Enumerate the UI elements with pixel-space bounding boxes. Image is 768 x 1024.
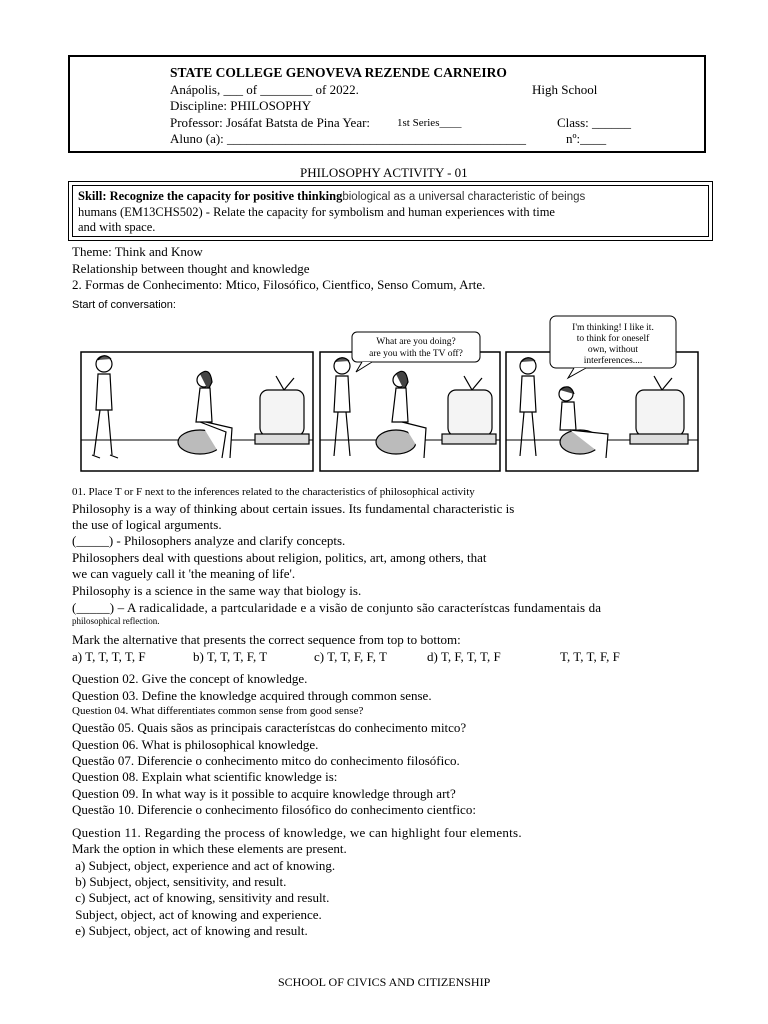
q01-statement-1b: the use of logical arguments. bbox=[72, 517, 222, 532]
q01-statement-5b: philosophical reflection. bbox=[72, 616, 160, 626]
discipline: Discipline: PHILOSOPHY bbox=[170, 98, 312, 113]
q01-statement-5a[interactable]: (_____) – A radicalidade, a partcularidade e a visão de conjunto são característcas fundamentais da bbox=[72, 600, 602, 615]
footer: SCHOOL OF CIVICS AND CITIZENSHIP bbox=[278, 975, 491, 989]
question-11-option-e[interactable]: e) Subject, object, act of knowing and result. bbox=[72, 923, 308, 938]
theme: Theme: Think and Know bbox=[72, 244, 203, 259]
skill-line-1-rest: biological as a universal characteristic of beings bbox=[342, 191, 586, 203]
q01-statement-4: Philosophy is a science in the same way that biology is. bbox=[72, 583, 362, 598]
bubble-1-line-2: are you with the TV off? bbox=[369, 349, 463, 359]
question-11-option-c[interactable]: c) Subject, act of knowing, sensitivity and result. bbox=[72, 890, 330, 905]
q01-option-b[interactable]: b) T, T, T, F, T bbox=[193, 649, 268, 664]
question-08: Question 08. Explain what scientific knowledge is: bbox=[72, 769, 338, 784]
comic-strip bbox=[80, 323, 700, 472]
student-field: Aluno (a): ______________________________________________ bbox=[170, 131, 527, 146]
question-11-option-b[interactable]: b) Subject, object, sensitivity, and result. bbox=[72, 874, 287, 889]
q01-statement-3a: Philosophers deal with questions about religion, politics, art, among others, that bbox=[72, 550, 487, 565]
bubble-2-line-3: own, without bbox=[587, 345, 639, 355]
question-03: Question 03. Define the knowledge acquired through common sense. bbox=[72, 688, 432, 703]
q01-mark-instruction: Mark the alternative that presents the correct sequence from top to bottom: bbox=[72, 632, 461, 647]
forms-of-knowledge: 2. Formas de Conhecimento: Mtico, Filosófico, Cientfico, Senso Comum, Arte. bbox=[72, 277, 486, 292]
bubble-2-line-2: to think for oneself bbox=[576, 334, 650, 344]
series-field: 1st Series____ bbox=[397, 117, 462, 129]
question-09: Question 09. In what way is it possible to acquire knowledge through art? bbox=[72, 786, 456, 801]
school-level: High School bbox=[532, 82, 598, 97]
city-date: Anápolis, ___ of ________ of 2022. bbox=[170, 82, 359, 97]
question-05: Questão 05. Quais sãos as principais característcas do conhecimento mitco? bbox=[72, 720, 467, 735]
skill-line-3: and with space. bbox=[78, 220, 156, 234]
q01-statement-3b: we can vaguely call it 'the meaning of life'. bbox=[72, 566, 296, 581]
q01-option-a[interactable]: a) T, T, T, T, F bbox=[72, 649, 146, 664]
relationship: Relationship between thought and knowledge bbox=[72, 261, 310, 276]
q01-option-e[interactable]: T, T, T, F, F bbox=[560, 649, 620, 664]
activity-title: PHILOSOPHY ACTIVITY - 01 bbox=[300, 165, 468, 180]
question-02: Question 02. Give the concept of knowledge. bbox=[72, 671, 308, 686]
q01-option-d[interactable]: d) T, F, T, T, F bbox=[427, 649, 501, 664]
q01-statement-2[interactable]: (_____) - Philosophers analyze and clarify concepts. bbox=[72, 533, 346, 548]
bubble-1-line-1: What are you doing? bbox=[376, 337, 456, 347]
skill-line-2: humans (EM13CHS502) - Relate the capacity for symbolism and human experiences with time bbox=[78, 205, 555, 219]
number-field: nº:____ bbox=[566, 131, 607, 146]
skill-bold: Skill: Recognize the capacity for positive thinking bbox=[78, 189, 343, 203]
question-11-line-1: Question 11. Regarding the process of knowledge, we can highlight four elements. bbox=[72, 825, 522, 840]
question-11-option-a[interactable]: a) Subject, object, experience and act of knowing. bbox=[72, 858, 336, 873]
question-04: Question 04. What differentiates common sense from good sense? bbox=[72, 705, 364, 717]
question-11-line-2: Mark the option in which these elements are present. bbox=[72, 841, 347, 856]
professor-line: Professor: Josáfat Batsta de Pina Year: bbox=[170, 115, 371, 130]
class-field: Class: ______ bbox=[557, 115, 632, 130]
q01-option-c[interactable]: c) T, T, F, F, T bbox=[314, 649, 387, 664]
question-10: Questão 10. Diferencie o conhecimento filosófico do conhecimento cientfico: bbox=[72, 802, 476, 817]
skill-line-1 bbox=[78, 189, 585, 205]
q01-prompt: 01. Place T or F next to the inferences related to the characteristics of philosophical activity bbox=[72, 486, 475, 498]
q01-statement-1a: Philosophy is a way of thinking about certain issues. Its fundamental characteristic is bbox=[72, 501, 515, 516]
question-11-option-d[interactable]: Subject, object, act of knowing and experience. bbox=[72, 907, 322, 922]
bubble-2-line-1: I'm thinking! I like it. bbox=[572, 323, 654, 333]
question-06: Question 06. What is philosophical knowledge. bbox=[72, 737, 319, 752]
conversation-start: Start of conversation: bbox=[72, 299, 176, 311]
bubble-2-line-4: interferences.... bbox=[583, 356, 643, 366]
school-name: STATE COLLEGE GENOVEVA REZENDE CARNEIRO bbox=[170, 65, 507, 80]
question-07: Questão 07. Diferencie o conhecimento mitco do conhecimento filosófico. bbox=[72, 753, 460, 768]
